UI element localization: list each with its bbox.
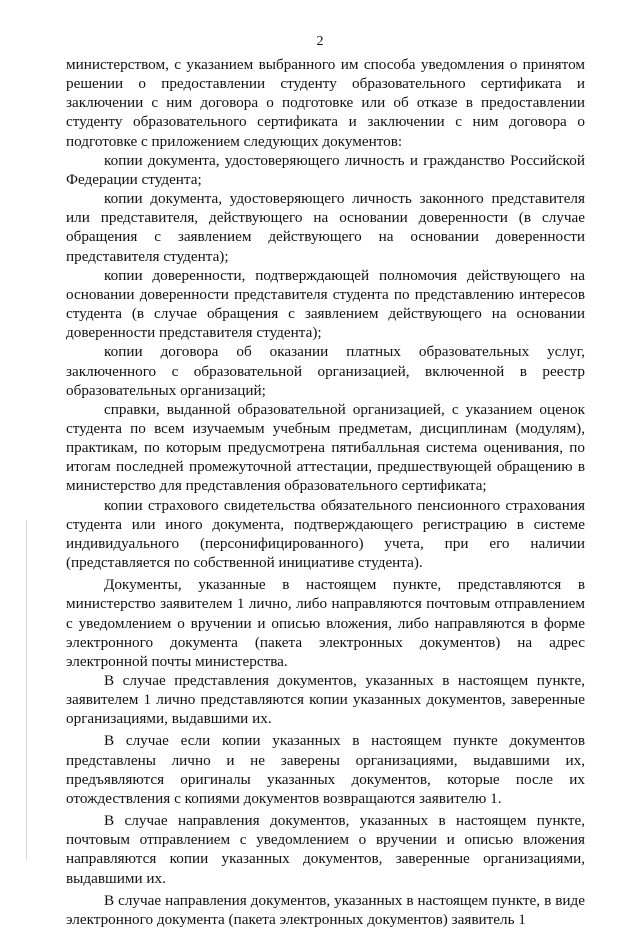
- paragraph-identity-copy: копии документа, удостоверяющего личность и гражданство Российской Федерации студента;: [66, 151, 585, 188]
- page-number: 2: [316, 34, 324, 49]
- paragraph-contract-copy: копии договора об оказании платных образовательных услуг, заключенного с образовательной организацией, включенной в реестр образовательных организаций;: [66, 343, 585, 399]
- paragraph-intro: министерством, с указанием выбранного им способа уведомления о принятом решении о предоставлении студенту образовательного сертификата и заключении с ним договора о подготовке или об отказе в предоставлении студенту образовательного сертификата и заключении с ним договора о подготовке с приложением следующих документов:: [66, 56, 585, 150]
- paragraph-grades-certificate: справки, выданной образовательной организацией, с указанием оценок студента по всем изучаемым учебным предметам, дисциплинам (модулям), практикам, по которым предусмотрена пятибалльная система оценивания, по итогам последней промежуточной аттестации, предшествующей обращению в министерство для представления образовательного сертификата;: [66, 400, 585, 495]
- scan-margin-line: [26, 520, 27, 860]
- paragraph-personal-submission: В случае представления документов, указанных в настоящем пункте, заявителем 1 лично представляются копии указанных документов, заверенные организациями, выдавшими их.: [66, 672, 585, 728]
- document-body: [66, 55, 585, 929]
- paragraph-representative-id-copy: копии документа, удостоверяющего личность законного представителя или представителя, действующего на основании доверенности (в случае обращения с заявлением действующего на основании доверенности представителя студента);: [66, 190, 585, 265]
- paragraph-unverified-copies: В случае если копии указанных в настоящем пункте документов представлены лично и не заверены организациями, выдавшими их, предъявляются оригиналы указанных документов, которые после их отождествления с копиями документов возвращаются заявителю 1.: [66, 732, 585, 807]
- paragraph-electronic-submission: В случае направления документов, указанных в настоящем пункте, в виде электронного документа (пакета электронных документов) заявитель 1: [66, 891, 585, 928]
- paragraph-postal-submission: В случае направления документов, указанных в настоящем пункте, почтовым отправлением с уведомлением о вручении и описью вложения направляются копии указанных документов, заверенные организациями, выдавшими их.: [66, 812, 585, 887]
- paragraph-power-of-attorney-copy: копии доверенности, подтверждающей полномочия действующего на основании доверенности представителя студента по представлению интересов студента (в случае обращения с заявлением действующего на основании доверенности представителя студента);: [66, 266, 585, 342]
- paragraph-pension-certificate-copy: копии страхового свидетельства обязательного пенсионного страхования студента или иного документа, подтверждающего регистрацию в системе индивидуального (персонифицированного) учета, при его наличии (представляется по собственной инициативе студента).: [66, 496, 585, 572]
- paragraph-submission-methods: Документы, указанные в настоящем пункте, представляются в министерство заявителем 1 лично, либо направляются почтовым отправлением с уведомлением о вручении и описью вложения, либо направляются в форме электронного документа (пакета электронных документов) на адрес электронной почты министерства.: [66, 576, 585, 670]
